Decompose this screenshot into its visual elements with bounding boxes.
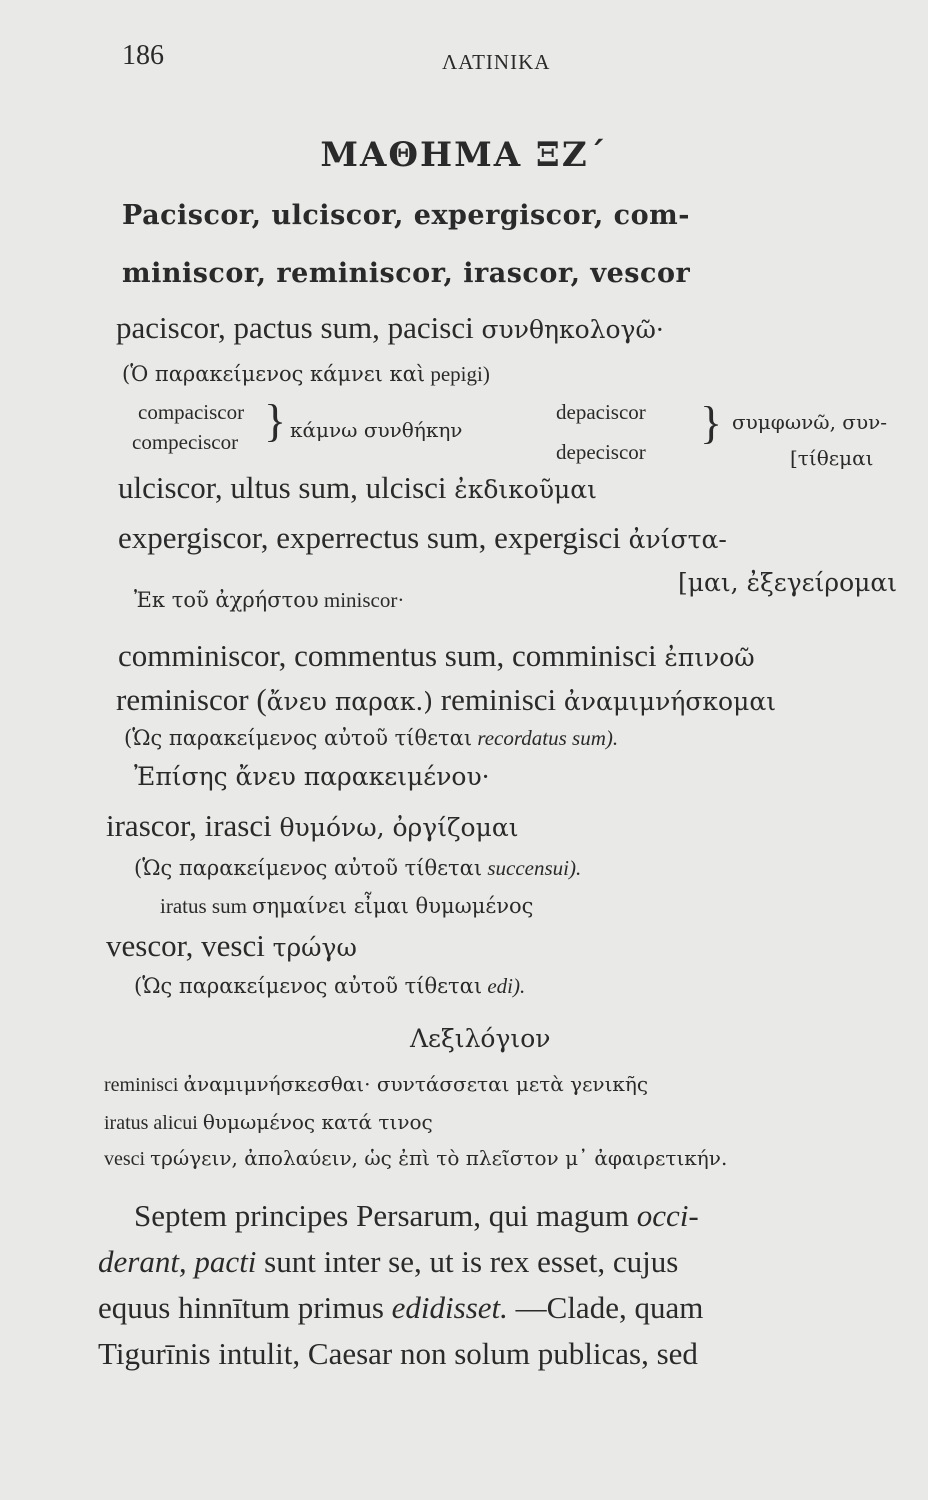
note-also: Ἐπίσης ἄνευ παρακειμένου· (134, 762, 490, 791)
lesson-title: ΜΑΘΗΜΑ ΞΖ΄ (320, 135, 608, 175)
depaciscor-meaning: συμφωνῶ, συν- (732, 410, 888, 434)
headwords-line-2: miniscor, reminiscor, irascor, vescor (122, 258, 691, 289)
page-number: 186 (122, 40, 164, 71)
entry-latin: vescor, vesci (106, 928, 265, 963)
entry-greek: συνθηκολογῶ· (481, 315, 664, 344)
entry-latin: comminiscor, commentus sum, comminisci (118, 638, 657, 673)
exercise-line-3: equus hinnītum primus edidisset. —Clade, quam (98, 1290, 704, 1325)
entry-vescor (106, 928, 357, 964)
entry-latin: irascor, irasci (106, 808, 272, 843)
entry-expergiscor (118, 520, 727, 556)
entry-ulciscor (118, 470, 597, 506)
note-latin: succensui). (487, 856, 582, 880)
glossary-greek: ἀναμιμνήσκεσθαι· συντάσσεται μετὰ γενικῆς (183, 1072, 649, 1096)
brace-right: } (700, 397, 723, 448)
glossary-row (104, 1146, 727, 1171)
note-reminiscor (124, 726, 618, 751)
note-vescor (134, 974, 525, 999)
compeciscor: compeciscor (132, 430, 239, 454)
note-latin: miniscor· (323, 588, 405, 612)
entry-latin: reminiscor ( (116, 682, 267, 717)
glossary-latin: vesci (104, 1148, 146, 1170)
glossary-greek: τρώγειν, ἀπολαύειν, ὡς ἐπὶ τὸ πλεῖστον μ᾽ ἀφαιρετικήν. (150, 1146, 728, 1170)
depaciscor: depaciscor (556, 400, 646, 424)
compaciscor-meaning: κάμνω συνθήκην (290, 418, 463, 442)
note-greek: Ἐκ τοῦ ἀχρήστου (134, 588, 319, 612)
note-miniscor (134, 588, 404, 613)
entry-latin: ulciscor, ultus sum, ulcisci (118, 470, 447, 505)
depaciscor-meaning-cont: [τίθεμαι (790, 446, 874, 470)
depeciscor: depeciscor (556, 440, 646, 464)
brace-left: } (264, 395, 287, 446)
exercise-line-4: Tigurīnis intulit, Caesar non solum publicas, sed (98, 1336, 698, 1371)
note-latin: recordatus sum). (477, 726, 619, 750)
entry-comminiscor (118, 638, 755, 674)
entry-latin: iratus sum (160, 894, 247, 918)
exercise-line-1: Septem principes Persarum, qui magum occi- (134, 1198, 699, 1233)
glossary-latin: reminisci (104, 1074, 179, 1096)
exercise-line-2: derant, pacti sunt inter se, ut is rex esset, cujus (98, 1244, 679, 1279)
glossary-row (104, 1110, 433, 1135)
entry-greek: ἐκδικοῦμαι (454, 475, 597, 504)
entry-greek: ἄνευ παρακ.) (266, 687, 434, 716)
expergiscor-cont: [μαι, ἐξεγείρομαι (678, 568, 898, 597)
entry-latin: expergiscor, experrectus sum, expergisci (118, 520, 621, 555)
entry-greek: ἐπινοῶ (664, 643, 755, 672)
entry-iratus (160, 894, 533, 919)
entry-greek: ἀνίστα- (628, 525, 727, 554)
note-paciscor (122, 362, 490, 387)
entry-reminiscor (116, 682, 776, 718)
entry-paciscor (116, 310, 664, 346)
glossary-title: Λεξιλόγιον (410, 1024, 551, 1053)
note-greek: (Ὡς παρακείμενος αὐτοῦ τίθεται (134, 856, 483, 880)
entry-greek: ἀναμιμνήσκομαι (563, 687, 777, 716)
glossary-greek: θυμωμένος κατά τινος (202, 1110, 433, 1134)
glossary-row (104, 1072, 648, 1097)
note-latin: pepigi) (430, 362, 490, 386)
note-latin: edi). (487, 974, 526, 998)
compaciscor: compaciscor (138, 400, 245, 424)
note-irascor (134, 856, 581, 881)
entry-greek: θυμόνω, ὀργίζομαι (279, 813, 519, 842)
note-greek: (Ὡς παρακείμενος αὐτοῦ τίθεται (124, 726, 473, 750)
entry-greek: τρώγω (272, 933, 357, 962)
entry-latin: reminisci (440, 682, 557, 717)
note-greek: (Ὡς παρακείμενος αὐτοῦ τίθεται (134, 974, 483, 998)
glossary-latin: iratus alicui (104, 1112, 198, 1134)
headwords-line-1: Paciscor, ulciscor, expergiscor, com- (122, 200, 690, 231)
entry-irascor (106, 808, 519, 844)
entry-latin: paciscor, pactus sum, pacisci (116, 310, 474, 345)
note-greek: (Ὁ παρακείμενος κάμνει καὶ (122, 362, 426, 386)
entry-greek: σημαίνει εἶμαι θυμωμένος (252, 894, 534, 918)
running-title: ΛΑΤΙΝΙΚΑ (442, 50, 551, 74)
